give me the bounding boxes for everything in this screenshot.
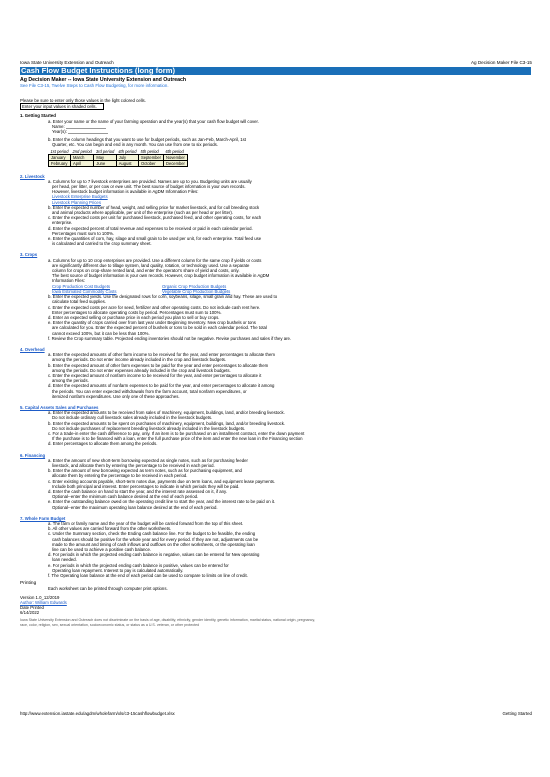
section-crops[interactable]: 3. Crops [20, 252, 38, 258]
period-cell[interactable]: April [70, 160, 93, 166]
period-cell[interactable]: November [164, 154, 188, 160]
subtitle-see: See File C3-15, Twelve Steps to Cash Flow Budgeting, for more information. [20, 83, 169, 88]
section-livestock[interactable]: 2. Livestock [20, 173, 45, 179]
instruction-line: enterprise. [52, 220, 73, 226]
period-cell[interactable]: May [94, 154, 116, 160]
date-printed: 6/14/2022 [20, 610, 40, 616]
s2-lines2 [20, 205, 540, 247]
instruction-line: f. The Operating loan balance at the end of each period can be used to compare to limits on line of credit. [48, 573, 248, 579]
instruction-line: Percentages must sum to 100%. [52, 230, 115, 236]
period-table [48, 149, 188, 167]
note-light-cells: Please be sure to enter only those values in the light colored cells. [20, 98, 146, 103]
instruction-line: e. Enter the quantities of corn, hay, silage and small grain to be used per unit, for each enterprise. Total feed use [48, 236, 262, 242]
instruction-line: the periods. You can enter expected withdrawals from the farm account, total nonfarm expenditures, or [52, 388, 247, 394]
instruction-line: d. Enter the expected percent of total revenue and expenses to be received or paid in each calendar period. [48, 225, 253, 231]
link-livestock-prices[interactable]: Livestock Planning Prices [52, 199, 101, 205]
instruction-line: column for crops on crop-share rented land, and enter the operator's share of yield and costs, only. [52, 268, 240, 274]
instruction-line: f. Review the Crop summary table. Projected ending inventories should not be negative. Revise purchases and sales if they are. [48, 335, 292, 341]
s3-lines [20, 258, 540, 284]
period-head: 1st period [50, 148, 69, 154]
period-cell[interactable]: December [164, 160, 188, 166]
instruction-line: is calculated and carried to the crop summary sheet. [52, 241, 152, 247]
instruction-line: made to the amount and timing of cash inflows and outflows on the other worksheets, or the operating loan [52, 541, 255, 547]
instruction-line: Do not include purchases of replacement breeding livestock already included in the livestock budgets. [52, 425, 246, 431]
instruction-line: loan needed. [52, 557, 77, 563]
section-whole-farm[interactable]: 7. Whole Farm Budget [20, 515, 66, 521]
instruction-line: a. Enter the amount of new short-term borrowing expected as single notes, such as for purchasing feeder [48, 457, 248, 463]
s2-lines [20, 179, 540, 195]
instruction-line: among the periods. [52, 378, 89, 384]
instruction-line: b. Enter the expected yields. Use the designated rows for corn, soybeans, silage, small grain and hay. These are used to [48, 294, 278, 300]
period-cell[interactable]: March [70, 154, 93, 160]
s1-line-b2: Quarter, etc. You can begin and end in any month. You can use from one to six periods. [52, 142, 219, 148]
name-label: Name: [52, 123, 65, 129]
instruction-line: line can be used to achieve a positive cash balance. [52, 547, 152, 553]
instruction-line: e. Enter the outstanding balance owed on the operating credit line to start the year, and the interest rate to be paid on it. [48, 499, 276, 505]
instruction-line: Operating loan repayment. Interest to pay is calculated automatically. [52, 567, 184, 573]
instruction-line: cannot exceed 100%, but it can be less than 100%. [52, 330, 150, 336]
instruction-line: d. For periods in which the projected ending cash balance is negative, values can be entered for New operating [48, 552, 260, 558]
instruction-line: c. Under the Summary section, check the Ending cash balance line. For the budget to be feasible, the ending [48, 531, 256, 537]
period-head: 3rd period [95, 148, 115, 154]
page-footer [20, 711, 532, 716]
printing-head: Printing [20, 581, 37, 587]
author-link[interactable]: Author: William Edwards [20, 599, 67, 605]
period-cell[interactable]: January [49, 154, 71, 160]
s6-lines [20, 458, 540, 510]
instruction-line: calculate total feed supplies. [52, 299, 106, 305]
date-label: Date Printed [20, 605, 44, 611]
instruction-line: e. For periods in which the projected ending cash balance is positive, values can be entered for [48, 562, 229, 568]
s1-line-a: a. Enter your name or the name of your farming operation and the year(s) that your cash flow budget will cover. [48, 118, 259, 124]
version: Version 1.0_12/2019 [20, 594, 60, 600]
subtitle-org: Ag Decision Maker -- Iowa State University Extension and Outreach [20, 77, 187, 83]
period-head: 6th period [165, 148, 184, 154]
printing-text: Each worksheet can be printed through computer print options. [48, 586, 168, 592]
instruction-line: e. Enter the quantity of crops carried over from last year under Beginning Inventory. New crop bushels or tons [48, 320, 256, 326]
footer-sheet: Getting Started [502, 711, 532, 716]
instruction-line: a. The farm or family name and the year of the budget will be carried forward from the top of this sheet. [48, 521, 244, 527]
link-vegetable-budgets[interactable]: Vegetable Crop Production Budgets [162, 288, 231, 294]
instruction-line: are significantly different due to tillage system, land quality, rotation, or technology used. Use a separate [52, 262, 250, 268]
instruction-line: c. For a trade-in enter the cash difference to pay, only. If an item is to be purchased on an installment contract, enter the down payment [48, 430, 305, 436]
instruction-line: d. Enter an expected selling or purchase price in each period you plan to sell or buy crops. [48, 314, 220, 320]
instruction-line: b. Enter the expected amounts to be spent on purchases of machinery, equipment, buildings, land, and/or breeding livestock. [48, 420, 286, 426]
link-iowa-commodity-costs[interactable]: Iowa Estimated Commodity Costs [52, 288, 117, 294]
instruction-line: Information Files: [52, 278, 85, 284]
instruction-line: among the periods. Do not enter income already included in the crop and livestock budgets. [52, 357, 227, 363]
instruction-line: and animal products where applicable, per unit of the enterprise (such as per head or per litter). [52, 210, 234, 216]
period-cell[interactable]: September [139, 154, 164, 160]
period-cell[interactable]: June [94, 160, 116, 166]
year-input[interactable] [68, 129, 108, 134]
note-shaded-cells: Enter your input values in shaded cells. [20, 103, 104, 110]
instruction-line: Optional--enter the maximum operating loan balance desired at the end of each period. [52, 504, 218, 510]
section-getting-started: 1. Getting Started [20, 113, 56, 119]
instruction-line: d. Enter percentages to allocate them among the periods. [48, 441, 158, 447]
period-head: 2nd period [72, 148, 92, 154]
instruction-line: However, livestock budget information is available in AgDM Information Files: [52, 189, 199, 195]
section-capital-assets[interactable]: 5. Capital Assets Sales and Purchases [20, 404, 99, 410]
period-head: 5th period [140, 148, 159, 154]
instruction-line: d. Enter the expected amounts of nonfarm expenses to be paid for the year, and enter percentages to allocate it among [48, 383, 275, 389]
section-overhead[interactable]: 4. Overhead [20, 346, 45, 352]
instruction-line: b. All other values are carried forward from the other worksheets. [48, 526, 172, 532]
year-label: Year(s): [52, 129, 67, 135]
instruction-line: Do not include ordinary cull livestock sales already included in the livestock budgets. [52, 415, 213, 421]
instruction-line: The best source of budget information is your own records. However, crop budget information is available in AgDM [52, 273, 270, 279]
period-cell[interactable]: July [116, 154, 138, 160]
instruction-line: itemized nonfarm expenditures. Use only one of these approaches. [52, 393, 180, 399]
instruction-line: Include both principal and interest. Enter percentages to indicate in which periods they will be paid. [52, 483, 240, 489]
document-body [20, 96, 540, 627]
period-head: 4th period [118, 148, 137, 154]
instruction-line: a. Enter the expected amounts to be received from sales of machinery, equipment, buildings, land, and/or breeding livestock. [48, 410, 285, 416]
instruction-line: b. Enter the amount of new borrowing expected as term notes, such as for purchasing equipment, and [48, 468, 242, 474]
period-cell[interactable]: October [139, 160, 164, 166]
instruction-line: c. Enter the expected amount of nonfarm income to be received for the year, and enter percentages to allocate it [48, 372, 262, 378]
instruction-line: b. Enter the expected amount of other farm expenses to be paid for the year and enter percentages to allocate them [48, 362, 269, 368]
page-title: Cash Flow Budget Instructions (long form) [20, 67, 531, 75]
disclaimer: Iowa State University Extension and Outreach does not discriminate on the basis of age, disability, ethnicity, gender identity, genetic information, marital status, national origin, pregnancy, race, color, religion, sex, sexual orientation, socioeconomic status, or status as a U.S. veteran, or other protected [20, 618, 315, 627]
instruction-line: among the periods. Do not enter expenses already included in the crop and livestock budgets. [52, 367, 231, 373]
footer-url[interactable]: http://www.extension.iastate.edu/agdm/wholefarm/xls/c3-15cashflowbudget.xlsx [20, 711, 175, 716]
header-file: Ag Decision Maker File C3-15 [470, 60, 532, 65]
link-livestock-budgets[interactable]: Livestock Enterprise Budgets [52, 194, 108, 200]
instruction-line: b. Enter the expected number of head, weight, and selling price for market livestock, and for cull breeding stock [48, 204, 260, 210]
s1-line-b1: b. Enter the column headings that you want to use for budget periods, such as Jan-Feb, March-April, 1st [48, 137, 247, 143]
link-crop-cost-budgets[interactable]: Crop Production Cost Budgets [52, 283, 111, 289]
link-organic-budgets[interactable]: Organic Crop Production Budgets [162, 283, 227, 289]
instruction-line: a. Enter the expected amounts of other farm income to be received for the year, and enter percentages to allocate them [48, 352, 275, 358]
period-cell[interactable]: February [49, 160, 71, 166]
instruction-line: c. Enter the expected costs per unit for purchased livestock, purchased feed, and other operating costs, for each [48, 215, 262, 221]
instruction-line: c. Enter existing accounts payable, short-term notes due, payments due on term loans, and equipment lease payments. [48, 478, 276, 484]
section-financing[interactable]: 6. Financing [20, 452, 46, 458]
s5-lines [20, 410, 540, 446]
header-org: Iowa State University Extension and Outreach [20, 60, 114, 65]
instruction-line: Enter percentages to allocate operating costs by period. Percentages must sum to 100%. [52, 309, 222, 315]
instruction-line: d. Enter the cash balance on hand to start the year, and the interest rate assessed on it, if any. [48, 489, 228, 494]
instruction-line: are calculated for you. Enter the expected percent of bushels or tons to be sold in each calendar period. The total [52, 325, 267, 331]
instruction-line: c. Enter the expected costs per acre for seed, fertilizer and other operating costs. Do not include cash rent here. [48, 304, 261, 310]
s7-lines [20, 521, 540, 578]
instruction-line: livestock, and allocate them by entering the percentage to be received in each period. [52, 462, 215, 468]
s4-lines [20, 352, 540, 399]
instruction-line: allocate them by entering the percentage to be received in each period. [52, 473, 188, 479]
instruction-line: cash balances should be positive for the whole year and for every period. If they are not, adjustments can be [52, 536, 259, 542]
instruction-line: a. Columns for up to 7 livestock enterprises are provided. Names are up to you. Budgeting units are usually [48, 178, 252, 184]
page-header [20, 60, 532, 65]
s3-lines2 [20, 294, 540, 341]
period-cell[interactable]: August [116, 160, 138, 166]
instruction-line: per head, per litter, or per cow or ewe unit. The best source of budget information is your own records. [52, 184, 246, 190]
instruction-line: If the purchase is to be financed with a loan, enter the full purchase price of the item and enter the new loan in the Financing section [52, 436, 303, 442]
instruction-line: Optional--enter the minimum cash balance desired at the end of each period. [52, 494, 199, 500]
instruction-line: a. Columns for up to 10 crop enterprises are provided. Use a different column for the same crop if yields or costs [48, 257, 262, 263]
